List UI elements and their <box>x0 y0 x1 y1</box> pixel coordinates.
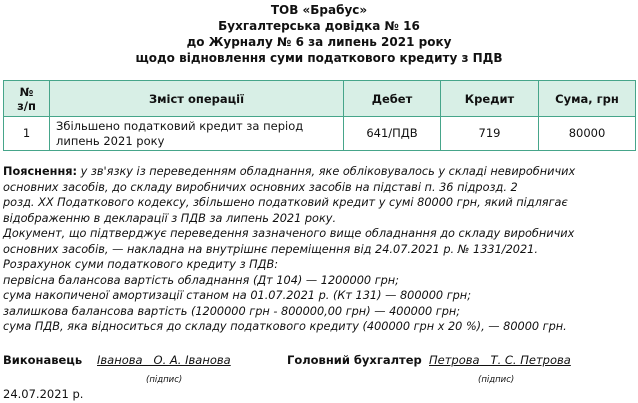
explanation-line: залишкова балансова вартість (1200000 грн - 800000,00 грн) — 400000 грн; <box>3 304 461 318</box>
explanation-line: розд. XX Податкового кодексу, збільшено податковий кредит у сумі 80000 грн, який підлягає <box>3 196 568 209</box>
cell-num: 1 <box>4 117 50 151</box>
chief-accountant-signature-hint: (підпис) <box>478 375 515 385</box>
document-date: 24.07.2021 р. <box>3 387 84 401</box>
explanation-line: сума накопиченої амортизації станом на 01.07.2021 р. (Кт 131) — 800000 грн; <box>3 289 472 302</box>
col-header-amount: Сума, грн <box>539 81 636 117</box>
explanation-label: Пояснення: <box>3 165 78 178</box>
executor-signature-hint: (підпис) <box>146 375 183 385</box>
explanation-line: основних засобів, до складу виробничих основних засобів на підставі п. 36 підрозд. 2 <box>3 180 518 194</box>
executor-signature: Іванова О. А. Іванова <box>97 353 231 367</box>
col-header-operation: Зміст операції <box>50 81 344 117</box>
journal-reference: до Журналу № 6 за липень 2021 року <box>186 35 452 49</box>
explanation-line: Документ, що підтверджує переведення зазначеного вище обладнання до складу виробничих <box>3 227 575 240</box>
cell-amount: 80000 <box>539 117 636 151</box>
document-title: Бухгалтерська довідка № 16 <box>218 19 420 33</box>
explanation-line: основних засобів, — накладна на внутрішнє переміщення від 24.07.2021 р. № 1331/2021. <box>3 242 538 256</box>
company-name: ТОВ «Брабус» <box>270 3 368 17</box>
document-subject: щодо відновлення суми податкового кредиту з ПДВ <box>135 51 503 65</box>
explanation-line: відображенню в декларації з ПДВ за липень 2021 року. <box>3 211 337 225</box>
executor-label: Виконавець <box>3 353 83 367</box>
table-header-row <box>4 81 636 117</box>
chief-accountant-signature: Петрова Т. С. Петрова <box>429 353 571 367</box>
col-header-debit: Дебет <box>344 81 441 117</box>
operations-table <box>3 80 636 151</box>
explanation-line: первісна балансова вартість обладнання (Дт 104) — 1200000 грн; <box>3 273 399 287</box>
cell-debit: 641/ПДВ <box>344 117 441 151</box>
table-row <box>4 117 636 151</box>
explanation-block <box>3 164 635 335</box>
col-header-credit: Кредит <box>441 81 539 117</box>
chief-accountant-label: Головний бухгалтер <box>287 353 422 367</box>
cell-operation: Збільшено податковий кредит за період липень 2021 року <box>50 117 344 151</box>
explanation-line: сума ПДВ, яка відноситься до складу податкового кредиту (400000 грн х 20 %), — 80000 грн. <box>3 320 567 333</box>
explanation-line: у зв'язку із переведенням обладнання, яке обліковувалось у складі невиробничих <box>80 165 576 178</box>
col-header-num: № з/п <box>4 81 50 117</box>
cell-credit: 719 <box>441 117 539 151</box>
explanation-line: Розрахунок суми податкового кредиту з ПДВ: <box>3 258 279 271</box>
